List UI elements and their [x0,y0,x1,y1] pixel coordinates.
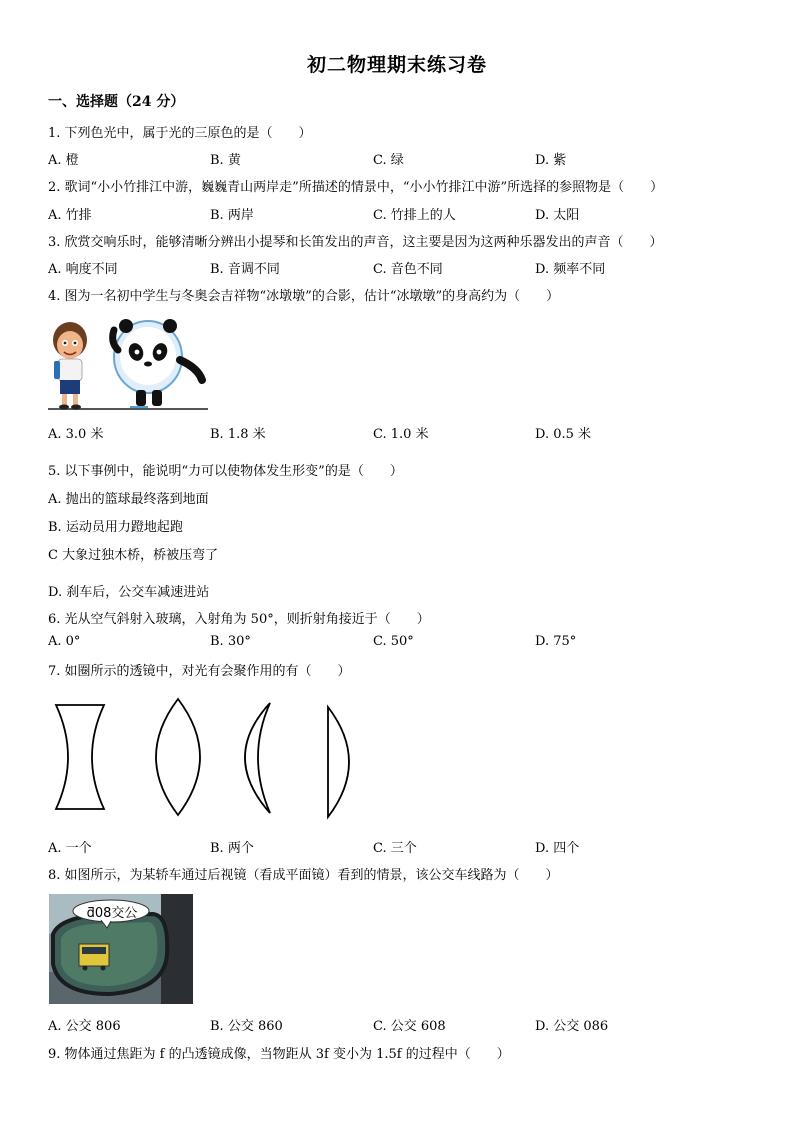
q3-option-b: B. 音调不同 [210,262,280,277]
q3-option-d: D. 频率不同 [535,262,606,277]
question-stem-6: 6. 光从空气斜射入玻璃，入射角为 50°，则折射角接近于（ ） [48,612,430,627]
q2-option-a: A. 竹排 [48,208,92,223]
q4-option-a: A. 3.0 米 [48,427,104,442]
page-title: 初二物理期末练习卷 [306,54,487,76]
student-and-mascot-figure [48,312,208,412]
q4-option-d: D. 0.5 米 [535,427,592,442]
q5-option-c: C 大象过独木桥，桥被压弯了 [48,548,219,563]
q1-option-d: D. 紫 [535,153,567,168]
q6-option-c: C. 50° [373,634,414,649]
question-stem-8: 8. 如图所示，为某轿车通过后视镜（看成平面镜）看到的情景，该公交车线路为（ ） [48,868,559,883]
q4-option-b: B. 1.8 米 [210,427,266,442]
q8-option-c: C. 公交 608 [373,1019,446,1034]
q7-option-a: A. 一个 [48,841,92,856]
question-stem-2: 2. 歌词“小小竹排江中游，巍巍青山两岸走”所描述的情景中，“小小竹排江中游”所选择的参照物是（ ） [48,180,664,195]
question-stem-9: 9. 物体通过焦距为 f 的凸透镜成像，当物距从 3f 变小为 1.5f 的过程中（ ） [48,1047,510,1062]
student-figure [53,322,87,410]
q8-option-a: A. 公交 806 [48,1019,121,1034]
q2-option-d: D. 太阳 [535,208,580,223]
question-stem-4: 4. 图为一名初中学生与冬奥会吉祥物“冰墩墩”的合影，估计“冰墩墩”的身高约为（ ） [48,289,560,304]
q3-option-c: C. 音色不同 [373,262,443,277]
q5-option-a: A. 抛出的篮球最终落到地面 [48,492,209,507]
q4-option-c: C. 1.0 米 [373,427,429,442]
q7-option-c: C. 三个 [373,841,417,856]
panda-mascot-figure [113,319,202,407]
q8-option-b: B. 公交 860 [210,1019,283,1034]
q6-option-b: B. 30° [210,634,251,649]
q7-option-d: D. 四个 [535,841,580,856]
question-stem-5: 5. 以下事例中，能说明“力可以使物体发生形变”的是（ ） [48,464,403,479]
biconvex-lens [156,699,200,815]
biconcave-lens [56,705,104,809]
q1-option-a: A. 橙 [48,153,79,168]
q1-option-b: B. 黄 [210,153,241,168]
lenses-figure [50,693,360,823]
q5-option-b: B. 运动员用力蹬地起跑 [48,520,183,535]
q6-option-d: D. 75° [535,634,577,649]
q6-option-a: A. 0° [48,634,81,649]
q8-option-d: D. 公交 086 [535,1019,609,1034]
q1-option-c: C. 绿 [373,153,404,168]
q7-option-b: B. 两个 [210,841,254,856]
mirror-bubble-text: ƌ08交公 [86,906,138,921]
section-heading: 一、选择题（24 分） [48,94,185,110]
question-stem-7: 7. 如圈所示的透镜中，对光有会聚作用的有（ ） [48,664,351,679]
q3-option-a: A. 响度不同 [48,262,118,277]
q2-option-c: C. 竹排上的人 [373,208,456,223]
question-stem-1: 1. 下列色光中，属于光的三原色的是（ ） [48,126,312,141]
question-stem-3: 3. 欣赏交响乐时，能够清晰分辨出小提琴和长笛发出的声音，这主要是因为这两种乐器发出的声音（ ） [48,235,663,250]
plano-convex-lens [328,707,349,817]
q5-option-d: D. 刹车后，公交车减速进站 [48,585,210,600]
q2-option-b: B. 两岸 [210,208,254,223]
meniscus-lens [245,703,270,813]
